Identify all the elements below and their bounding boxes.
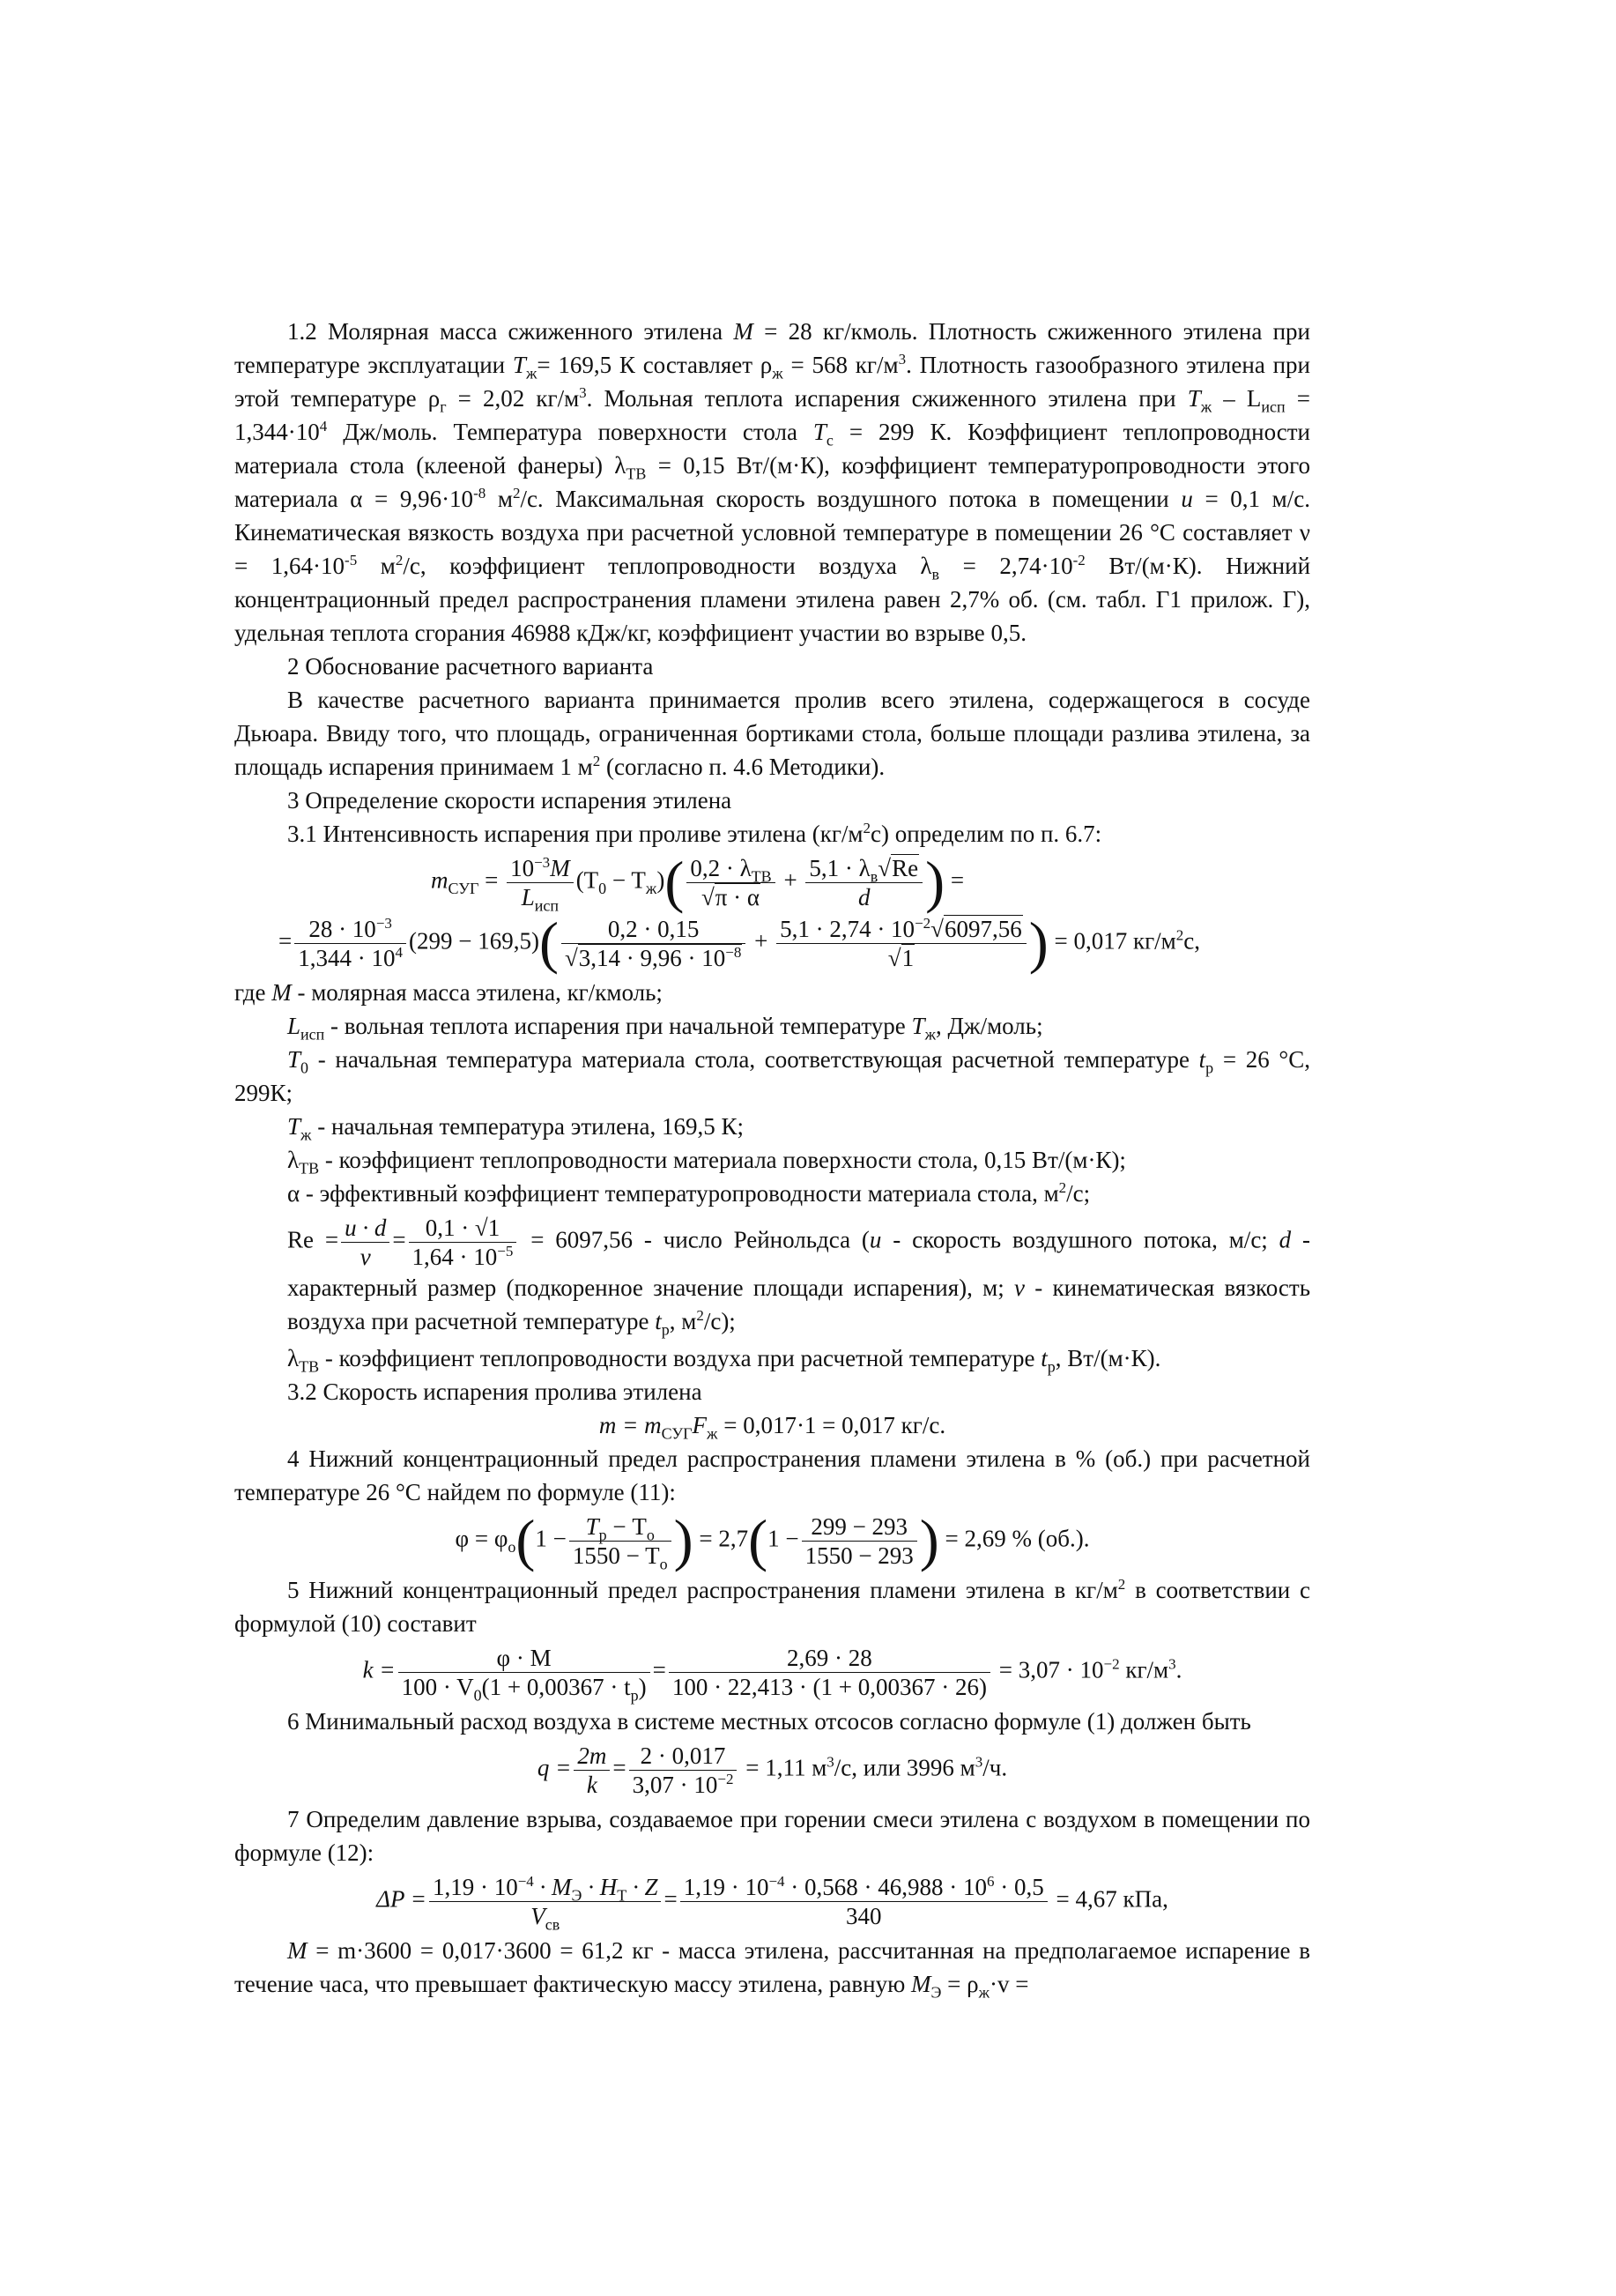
- reynolds-paragraph: Re = $\frac{u \cdot d}{\nu}$ = $\frac{0,1 \cdot √1}{1,64 \cdot 10^{-5}}$ = 6097,56 - число Рейнольдса (u - скорость воздушного потока, м/с; d - характерный размер (подкоренное значение площади испарения), м; ν - кинематическая вязкость воздуха при расчетной температуре $t_р$, $м^2/с$);: [287, 1215, 1311, 1339]
- text: +: [777, 866, 804, 894]
- sub: 0: [300, 1059, 309, 1077]
- sup: 2: [1117, 1576, 1126, 1593]
- sqrt-arg: [578, 944, 743, 971]
- sup: 3: [975, 1753, 983, 1771]
- text: 0,2 · 0,15: [561, 915, 745, 944]
- var: · M: [533, 1874, 572, 1900]
- text: где: [234, 979, 272, 1006]
- fraction: $\frac{0,2 \cdot 0,15}{√3,14 \cdot 9,96 \cdot 10^{-8}}$: [561, 915, 745, 972]
- text: м: [357, 553, 396, 579]
- var: M: [733, 318, 753, 345]
- var: · Z: [626, 1874, 658, 1900]
- sub: р: [598, 1526, 607, 1544]
- sqrt-arg: 1: [901, 945, 915, 971]
- var: d: [858, 884, 871, 910]
- var: m = m: [598, 1412, 662, 1438]
- text: = 3,07 · 10: [993, 1656, 1104, 1683]
- text: в соответствии с формулой (10) составит: [234, 1577, 1310, 1637]
- fraction: [398, 1644, 650, 1705]
- text: ·v =: [990, 1971, 1029, 1997]
- sqrt-arg: Re: [892, 855, 919, 881]
- text: 3,07 · 10: [632, 1772, 718, 1798]
- where-line-L: [234, 1009, 1310, 1043]
- var: M: [271, 979, 292, 1006]
- text: , Дж/моль;: [936, 1013, 1043, 1039]
- section-3-2-heading: 3.2 Скорость испарения пролива этилена: [287, 1378, 702, 1405]
- var: T: [585, 1513, 599, 1540]
- text: = 568 кг/м: [782, 352, 899, 378]
- var: 2m: [577, 1742, 607, 1769]
- sup: −3: [375, 915, 392, 932]
- text: ): [656, 866, 665, 894]
- text: - характерный размер (подкоренное значение площади испарения), м;: [287, 1226, 1310, 1301]
- sup: −4: [768, 1873, 785, 1890]
- paren-left: (: [664, 850, 685, 915]
- sqrt-arg: π · α: [715, 884, 760, 910]
- section-6-paragraph: 6 Минимальный расход воздуха в системе местных отсосов согласно формуле (1) должен быть: [287, 1708, 1251, 1735]
- text: = 26 °С, 299К;: [234, 1046, 1310, 1106]
- section-7-mass-paragraph: [234, 1934, 1310, 2001]
- sub: в: [870, 867, 878, 886]
- sup: −2: [717, 1771, 734, 1787]
- section-2-paragraph: [234, 683, 1310, 784]
- where-line-lambda-air: [234, 1341, 1310, 1375]
- var: u · d: [345, 1215, 387, 1241]
- text: (T: [575, 866, 599, 894]
- sup: 3: [827, 1753, 834, 1771]
- sub: р: [661, 1320, 670, 1339]
- paren-left: (: [538, 910, 559, 976]
- text: 0,1 · √1: [409, 1214, 517, 1243]
- sub: ТВ: [626, 464, 647, 483]
- text: 1,64 · 10: [411, 1244, 498, 1270]
- sup: 6: [987, 1873, 995, 1890]
- sub: ж: [772, 364, 783, 383]
- text: 0,2 · λ: [690, 855, 752, 881]
- text: 2,69 · 28: [669, 1644, 990, 1673]
- sup: 2: [592, 753, 601, 769]
- paren-left: (: [748, 1508, 768, 1573]
- sub: 0: [598, 880, 607, 898]
- sup: −4: [517, 1873, 534, 1890]
- section-7-paragraph: 7 Определим давление взрыва, создаваемое при горении смеси этилена с воздухом в помещении по формуле (12):: [234, 1806, 1310, 1866]
- text: = 6097,56: [519, 1226, 634, 1253]
- var: t: [1041, 1345, 1048, 1371]
- text: = 1,11 м: [739, 1754, 827, 1781]
- text: (1 + 0,00367 · t: [481, 1674, 631, 1700]
- var: d: [1279, 1226, 1292, 1253]
- sub: р: [630, 1686, 639, 1705]
- text: /с;: [1066, 1180, 1091, 1207]
- text: λ: [287, 1147, 300, 1173]
- fraction: [294, 915, 406, 972]
- text: .: [1175, 1656, 1182, 1683]
- sup: 4: [395, 944, 403, 961]
- text: - кинематическая вязкость воздуха при расчетной температуре: [287, 1274, 1311, 1334]
- where-line-lambda-tv: [234, 1143, 1310, 1177]
- sup: 2: [1058, 1179, 1067, 1196]
- var: t: [1198, 1046, 1206, 1073]
- where-line-Tzh: [234, 1110, 1310, 1143]
- var: m: [430, 866, 448, 894]
- section-3-1-heading: [234, 817, 1310, 851]
- fraction: [802, 1512, 917, 1570]
- sub: ж: [978, 1983, 990, 2002]
- var: M: [287, 1937, 308, 1964]
- paren-right: ): [925, 850, 945, 915]
- text: /с, или 3996 м: [834, 1754, 975, 1781]
- text: = 0,15 Вт/(м·К), коэффициент температуропроводности этого материала α = 9,96·10: [234, 452, 1310, 512]
- text: 5 Нижний концентрационный предел распространения пламени этилена в кг/м: [287, 1577, 1118, 1603]
- section-4-paragraph: 4 Нижний концентрационный предел распространения пламени этилена в % (об.) при расчетной температуре 26 °С найдем по формуле (11):: [234, 1445, 1310, 1505]
- text: = ρ: [941, 1971, 979, 1997]
- sub: о: [659, 1555, 668, 1573]
- text: /ч.: [982, 1754, 1008, 1781]
- sup: 4: [319, 418, 328, 435]
- section-1-2-paragraph: [234, 315, 1310, 650]
- text: = 28 кг/кмоль. Плотность сжиженного этилена при температуре эксплуатации: [234, 318, 1310, 378]
- sub: Э: [930, 1983, 942, 2002]
- paren-right: ): [1028, 910, 1049, 976]
- sub: ж: [645, 880, 657, 898]
- sub: ТВ: [751, 867, 772, 886]
- text: 5,1 · 2,74 · 10: [780, 916, 915, 942]
- text: - коэффициент теплопроводности материала поверхности стола, 0,15 Вт/(м·К);: [319, 1147, 1126, 1173]
- sub: Т: [617, 1886, 627, 1905]
- text: 100 · V: [401, 1674, 474, 1700]
- sub: СУГ: [448, 880, 479, 898]
- text: ): [638, 1674, 647, 1700]
- fraction: [569, 1512, 671, 1573]
- fraction: [680, 1873, 1048, 1930]
- text: = 1,344·10: [234, 385, 1310, 445]
- var: T: [812, 419, 827, 445]
- var: F: [692, 1412, 708, 1438]
- text: - скорость воздушного потока, м/с;: [881, 1226, 1279, 1253]
- text: , м: [669, 1308, 697, 1334]
- text: Re =: [287, 1226, 339, 1253]
- var: k =: [362, 1656, 396, 1683]
- var: u: [869, 1226, 882, 1253]
- sub: исп: [534, 896, 560, 915]
- sup: 2: [863, 820, 871, 836]
- text: 3,14 · 9,96 · 10: [578, 945, 726, 971]
- where-line-T0: [234, 1043, 1310, 1110]
- section-5-paragraph: [234, 1573, 1310, 1640]
- sub: с: [826, 431, 834, 450]
- text: 28 · 10: [308, 916, 376, 942]
- text: 1550 − 293: [804, 1542, 914, 1569]
- var: T: [287, 1113, 301, 1140]
- var: T: [512, 352, 526, 378]
- text: = 4,67 кПа,: [1049, 1885, 1168, 1913]
- sup: -2: [1072, 552, 1086, 568]
- sup: -5: [345, 552, 358, 568]
- text: = 169,5 К составляет ρ: [537, 352, 773, 378]
- sub: исп: [300, 1025, 325, 1044]
- text: /с, коэффициент теплопроводности воздуха λ: [403, 553, 932, 579]
- var: q =: [537, 1754, 572, 1781]
- sub: ТВ: [299, 1159, 320, 1178]
- var: T: [1187, 385, 1201, 412]
- formula-air-flow: q = $\frac{2m}{k}$ = $\frac{2 \cdot 0,017}{3,07 \cdot 10^{-2}}$ = 1,11 $м^3/с$, или 3996 $м^3/ч$.: [537, 1742, 1008, 1798]
- text: 340: [845, 1903, 882, 1929]
- fraction: [629, 1742, 738, 1799]
- sup: −5: [497, 1243, 514, 1259]
- formula-explosion-pressure: ΔP = $\frac{1,19 \cdot 10^{-4} \cdot M_Э \cdot H_Т \cdot Z}{V_{св}}$ = $\frac{1,19 \cdot 10^{-4} \cdot 0,568 \cdot 46,988 \cdot 10^6 \cdot 0,5}{340}$ = 4,67 кПа,: [376, 1873, 1168, 1934]
- sub: р: [1205, 1059, 1214, 1077]
- var: T: [287, 1046, 301, 1073]
- text: . Плотность газообразного этилена при этой температуре ρ: [234, 352, 1310, 412]
- fraction: [669, 1644, 990, 1701]
- sub: г: [440, 398, 447, 416]
- text: - вольная теплота испарения при начальной температуре: [324, 1013, 912, 1039]
- fraction: [574, 1742, 610, 1799]
- formula-evaporation-numeric: [234, 910, 1310, 976]
- var: M: [911, 1971, 931, 1997]
- sub: в: [931, 565, 940, 583]
- text: = 2,69 % (об.).: [938, 1525, 1090, 1552]
- sup: 2: [696, 1307, 704, 1324]
- formula-lower-limit-mass: k = $\frac{\varphi \cdot M}{100 \cdot V_0(1 + 0,00367 \cdot t_р)}$ = $\frac{2,69 \cdot 28}{100 \cdot 22,413 \cdot (1 + 0,00367 \cdot 26)}$ = $3,07 \cdot 10^{-2}$ $кг/м^3$.: [362, 1645, 1182, 1705]
- sup: −8: [725, 944, 742, 961]
- text: /с. Максимальная скорость воздушного потока в помещении: [520, 486, 1182, 512]
- sub: ж: [707, 1424, 718, 1443]
- var: M: [550, 855, 570, 881]
- sub: о: [508, 1538, 516, 1557]
- text: кг/м: [1119, 1656, 1169, 1683]
- section-2-heading: 2 Обоснование расчетного варианта: [287, 653, 654, 680]
- var: V: [530, 1903, 545, 1929]
- fraction: [409, 1214, 517, 1271]
- text: =: [945, 866, 965, 894]
- var: L: [521, 884, 535, 910]
- sub: ж: [525, 364, 537, 383]
- text: 1,19 · 10: [432, 1874, 518, 1900]
- fraction: $\frac{5,1 \cdot 2,74 \cdot 10^{-2}√6097,56}{√1}$: [776, 915, 1027, 972]
- formula-lower-limit-percent: [234, 1508, 1310, 1573]
- text: φ · M: [398, 1644, 650, 1673]
- text: 1,19 · 10: [683, 1874, 769, 1900]
- text: – L: [1212, 385, 1262, 412]
- text: Дж/моль. Температура поверхности стола: [327, 419, 813, 445]
- paren-right: ): [673, 1508, 693, 1573]
- fraction: [341, 1214, 389, 1271]
- text: с) определим по п. 6.7:: [870, 821, 1102, 847]
- text: − T: [606, 1513, 647, 1540]
- text: - молярная масса этилена, кг/кмоль;: [291, 979, 663, 1006]
- formula-evaporation-rate: [234, 1408, 1310, 1442]
- text: , Вт/(м·К).: [1055, 1345, 1161, 1371]
- text: 3.1 Интенсивность испарения при проливе этилена (кг/м: [287, 821, 864, 847]
- text: - коэффициент теплопроводности воздуха при расчетной температуре: [319, 1345, 1042, 1371]
- text: = 299 К. Коэффициент теплопроводности материала стола (клееной фанеры) λ: [234, 419, 1310, 479]
- text: φ = φ: [455, 1525, 508, 1552]
- sub: 0: [473, 1686, 482, 1705]
- text: - число Рейнольдса (: [633, 1226, 870, 1253]
- sup: −2: [1103, 1655, 1120, 1673]
- fraction: [429, 1873, 662, 1934]
- text: . Мольная теплота испарения сжиженного этилена при: [586, 385, 1188, 412]
- text: В качестве расчетного варианта принимается пролив всего этилена, содержащегося в сосуде Дьюара. Ввиду того, что площадь, ограниченная бортиками стола, больше площади разлива этилена, за площадь испарения принимаем 1 м: [234, 687, 1310, 780]
- text: 100 · 22,413 · (1 + 0,00367 · 26): [671, 1674, 988, 1700]
- text: α - эффективный коэффициент температуропроводности материала стола, м: [287, 1180, 1059, 1207]
- sup: -8: [473, 485, 486, 502]
- var: ΔP =: [376, 1885, 426, 1913]
- section-3-heading: 3 Определение скорости испарения этилена: [287, 787, 732, 814]
- fraction: [507, 854, 574, 915]
- text: · 0,5: [994, 1874, 1044, 1900]
- text: /с);: [703, 1308, 736, 1334]
- sup: −2: [915, 915, 931, 932]
- text: +: [748, 927, 775, 955]
- sub: св: [545, 1915, 560, 1934]
- text: с,: [1183, 927, 1200, 955]
- var: ν: [1014, 1274, 1025, 1301]
- var: t: [655, 1308, 662, 1334]
- sup: 3: [898, 351, 907, 368]
- text: 299 − 293: [802, 1512, 917, 1542]
- text: = 0,017·1 = 0,017 кг/с.: [717, 1412, 946, 1438]
- sup: 3: [1168, 1655, 1176, 1673]
- text: м: [486, 486, 513, 512]
- sub: исп: [1261, 398, 1286, 416]
- text: = 0,017 кг/м: [1048, 927, 1176, 955]
- text: λ: [287, 1345, 300, 1371]
- where-line-alpha: [234, 1177, 1310, 1210]
- text: = 2,7: [693, 1525, 749, 1552]
- paren-right: ): [919, 1508, 939, 1573]
- paren-left: (: [515, 1508, 536, 1573]
- text: = 2,02 кг/м: [446, 385, 580, 412]
- where-line-M: [234, 976, 1310, 1009]
- text: (согласно п. 4.6 Методики).: [600, 754, 886, 780]
- sub: р: [1047, 1357, 1056, 1376]
- text: 1 −: [535, 1525, 567, 1552]
- sup: 2: [395, 552, 404, 568]
- document-page: [234, 315, 1310, 2001]
- text: =: [278, 927, 293, 955]
- var: L: [287, 1013, 301, 1039]
- sqrt-arg: 6097,56: [944, 916, 1022, 942]
- text: 2 · 0,017: [629, 1742, 738, 1771]
- var: k: [586, 1772, 597, 1798]
- sup: 2: [512, 485, 521, 502]
- fraction: $\frac{5,1 \cdot \lambda_в√Re}{d}$: [805, 854, 923, 911]
- sub: Э: [571, 1886, 582, 1905]
- sup: 2: [1175, 926, 1184, 944]
- var: u: [1181, 486, 1193, 512]
- text: =: [478, 866, 499, 894]
- text: - начальная температура этилена, 169,5 К;: [311, 1113, 745, 1140]
- text: = 2,74·10: [939, 553, 1073, 579]
- var: ν: [360, 1244, 371, 1270]
- text: 10: [510, 855, 535, 881]
- sub: о: [646, 1526, 655, 1544]
- text: 1.2 Молярная масса сжиженного этилена: [287, 318, 734, 345]
- fraction: $\frac{0,2 \cdot \lambda_{ТВ}}{√\pi \cdot \alpha}$: [686, 854, 775, 911]
- var: · H: [582, 1874, 618, 1900]
- text: = 0,1 м/с. Кинематическая вязкость воздуха при расчетной условной температуре в помещении 26 °С составляет ν = 1,64·10: [234, 486, 1310, 579]
- text: 1,344 · 10: [298, 945, 396, 971]
- sub: СУГ: [661, 1424, 693, 1443]
- sub: ж: [1200, 398, 1212, 416]
- text: · 0,568 · 46,988 · 10: [784, 1874, 988, 1900]
- text: 1550 − T: [572, 1542, 660, 1569]
- text: = m·3600 = 0,017·3600 = 61,2 кг - масса этилена, рассчитанная на предполагаемое испарение в течение часа, что превышает фактическую массу этилена, равную: [234, 1937, 1310, 1997]
- text: − T: [606, 866, 646, 894]
- sup: 3: [579, 384, 587, 401]
- text: 1 −: [767, 1525, 799, 1552]
- sub: ж: [924, 1025, 936, 1044]
- text: (299 − 169,5): [408, 927, 539, 955]
- text: Вт/(м·К). Нижний концентрационный предел распространения пламени этилена равен 2,7% об. (см. табл. Г1 прилож. Г), удельная теплота сгорания 46988 кДж/кг, коэффициент участии во взрыве 0,5.: [234, 553, 1311, 646]
- text: 5,1 · λ: [809, 855, 871, 881]
- sub: ТВ: [299, 1357, 320, 1376]
- formula-evaporation-general: [234, 850, 1310, 915]
- sup: −3: [534, 854, 551, 871]
- text: - начальная температура материала стола, соответствующая расчетной температуре: [308, 1046, 1199, 1073]
- var: T: [911, 1013, 925, 1039]
- sub: ж: [300, 1126, 312, 1144]
